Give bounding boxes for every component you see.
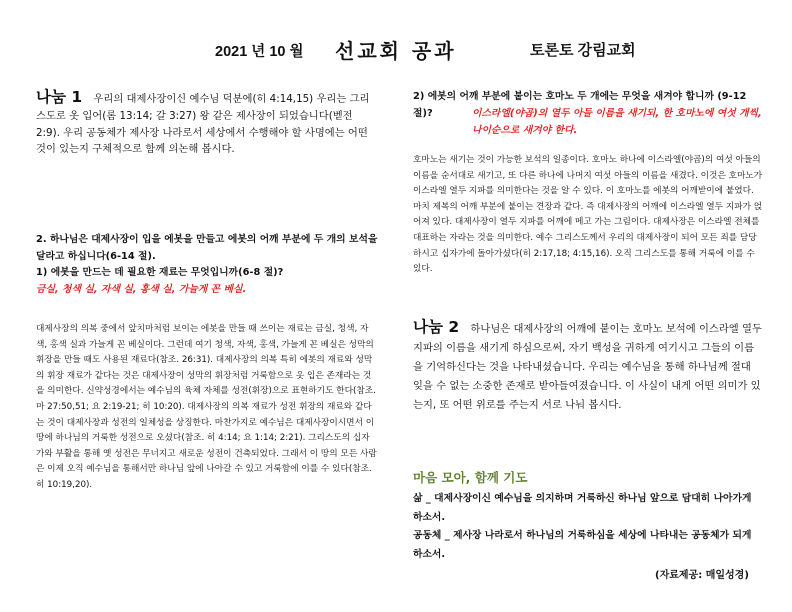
share2-label: 나눔 2 <box>413 318 460 336</box>
church-name: 토론토 강림교회 <box>530 42 636 59</box>
page-header <box>0 36 792 66</box>
answer-2-block <box>472 106 772 139</box>
prayer-community: 공동체 _ 제사장 나라로서 하나님의 거룩하심을 세상에 나타내는 공동체가 되게 하소서. <box>413 530 752 560</box>
source-credit: (자료제공: 매일성경) <box>655 570 749 581</box>
commentary-2: 호마노는 새기는 것이 가능한 보석의 일종이다. 호마노 하나에 이스라엘(야곱)의 여섯 아들의 이름을 순서대로 새기고, 또 다른 하나에 나머지 여섯 아들의 이름을 새겼다. 이것은 호마노가 이스라엘 열두 지파를 의미한다는 것을 알 수 있다. 이 호마노를 에봇의 어깨받이에 붙였다. 마치 제복의 어깨 부분에 붙이는 견장과 같다. 즉 대제사장의 어깨에 이스라엘 열두 지파가 얹어져 있다. 대제사장이 열두 지파를 어깨에 메고 가는 그림이다. 대제사장은 이스라엘 전체를 대표하는 자라는 것을 의미한다. 예수 그리스도께서 우리의 대제사장이 되어 모든 죄를 담당하시고 십자가에 돌아가셨다(히 2:17,18; 4:15,16). 오직 그리스도를 통해 거룩에 이를 수 있다. <box>413 155 763 275</box>
commentary-1-block <box>36 322 378 494</box>
question-1: 1) 에봇을 만드는 데 필요한 재료는 무엇입니까(6-8 절)? <box>36 267 284 278</box>
commentary-1: 대제사장의 의복 중에서 앞치마처럼 보이는 에봇을 만들 때 쓰이는 재료는 금실, 청색, 자색, 홍색 실과 가늘게 꼰 베실이다. 그런데 여기 청색, 자색, 홍색, 가늘게 꼰 베실은 성막의 휘장을 만들 때도 사용된 재료다(참조. 26:31). 대제사장의 의복 특히 에봇의 재료와 성막의 휘장 재료가 같다는 것은 대제사장이 성막의 휘장처럼 거룩함으로 옷 입은 존재라는 것을 의미한다. 신약성경에서는 예수님의 육체 자체를 성전(휘장)으로 표현하기도 한다(참조. 마 27:50,51; 요 2:19-21; 히 10:20). 대제사장의 의복 재료가 성전 휘장의 재료와 같다는 것이 대제사장과 성전의 일체성을 상징한다. 마찬가지로 예수님은 대제사장이시면서 이 땅에 하나님의 거룩한 성전으로 오셨다(참조. 히 4:14; 요 1:14; 2:21). 그리스도의 십자가와 부활을 통해 옛 성전은 무너지고 새로운 성전이 건축되었다. 그래서 이 땅의 모든 사람은 이제 오직 예수님을 통해서만 하나님 앞에 나아갈 수 있고 거룩함에 이를 수 있다(참조. 히 10:19,20). <box>36 324 377 490</box>
share1-text: 우리의 대제사장이신 예수님 덕분에(히 4:14,15) 우리는 그리스도로 옷 입어(롬 13:14; 갈 3:27) 왕 같은 제사장이 되었습니다(벧전 2:9). 우리 공동체가 제사장 나라로서 세상에서 수행해야 할 사명에는 어떤 것이 있는지 구체적으로 함께 의논해 봅시다. <box>36 93 370 156</box>
answer-2: 이스라엘(야곱)의 열두 아들 이름을 새기되, 한 호마노에 여섯 개씩, 나이순으로 새겨야 한다. <box>472 108 762 136</box>
prayer-block <box>413 468 763 564</box>
question-2: 2) 에봇의 어깨 부분에 붙이는 호마노 두 개에는 무엇을 새겨야 합니까 (9-12 절)? <box>413 91 747 119</box>
section2-heading: 2. 하나님은 대제사장이 입을 에봇을 만들고 에봇의 어깨 부분에 두 개의 보석을 달라고 하십니다(6-14 절). <box>36 234 378 262</box>
prayer-life: 삶 _ 대제사장이신 예수님을 의지하며 거룩하신 하나님 앞으로 담대히 나아가게 하소서. <box>413 493 752 523</box>
lesson-date: 2021 년 10 월 <box>215 44 304 60</box>
section2-block <box>36 232 378 298</box>
lesson-title: 선교회 공과 <box>335 39 457 63</box>
prayer-title: 마음 모아, 함께 기도 <box>413 470 528 485</box>
answer-1: 금실, 청색 실, 자색 실, 홍색 실, 가늘게 꼰 베실. <box>36 283 247 295</box>
share2-paragraph <box>413 318 763 415</box>
share2-block <box>413 318 763 415</box>
share2-text: 하나님은 대제사장의 어깨에 붙이는 호마노 보석에 이스라엘 열두 지파의 이름을 새기게 하심으로써, 자기 백성을 귀하게 여기시고 그들의 이름을 기억하신다는 것을 나타내셨습니다. 우리는 예수님을 통해 하나님께 절대 잊을 수 없는 소중한 존재로 받아들여졌습니다. 이 사실이 내게 어떤 의미가 있는지, 또 어떤 위로를 주는지 서로 나눠 봅시다. <box>413 323 762 411</box>
commentary-2-block <box>413 153 763 278</box>
share1-label: 나눔 1 <box>36 88 83 106</box>
share1-block <box>36 89 378 158</box>
share1-paragraph <box>36 89 378 158</box>
